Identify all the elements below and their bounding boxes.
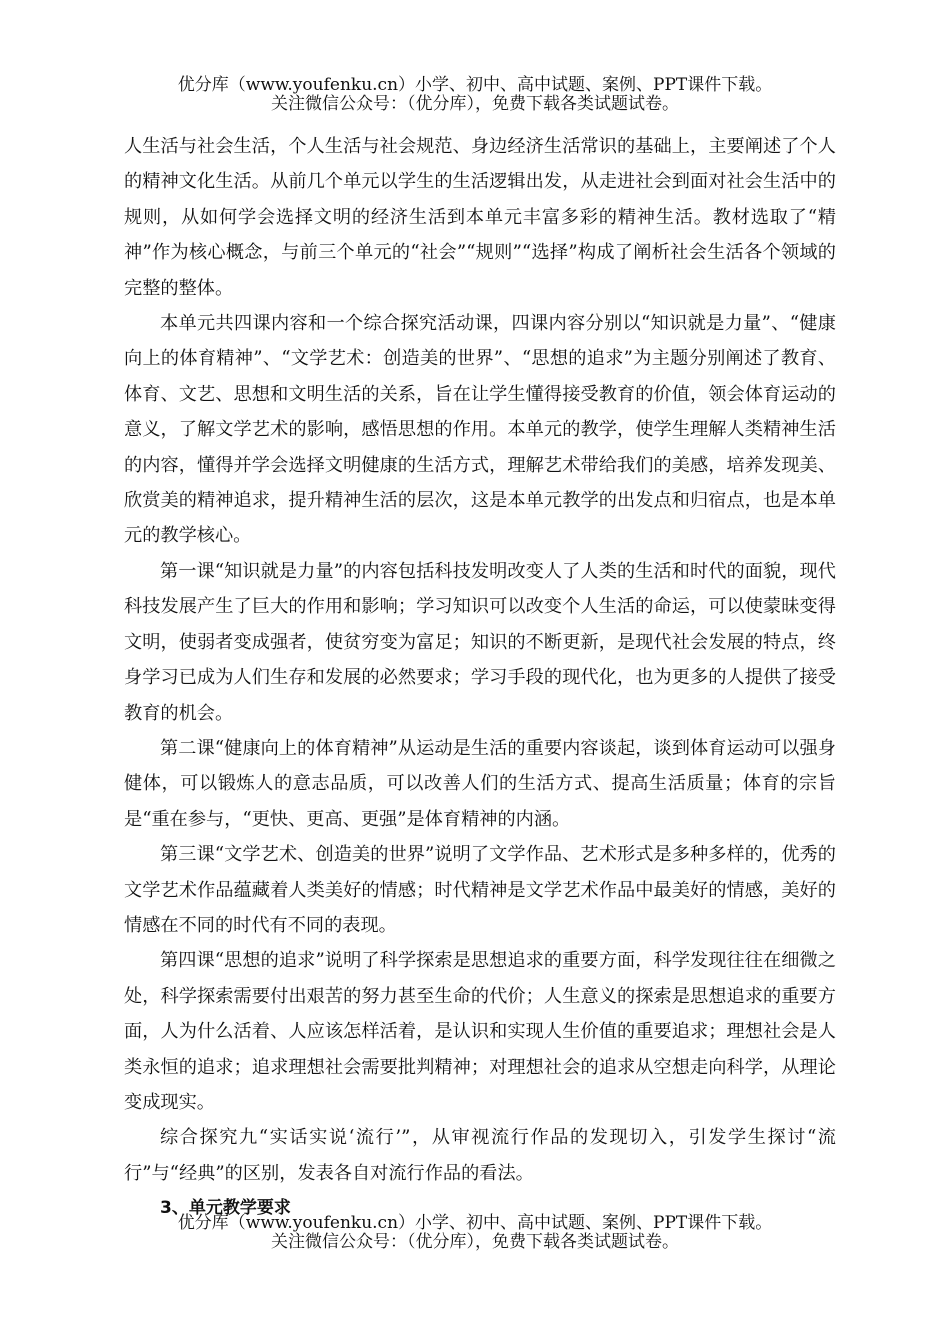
footer-line-2: 关注微信公众号：（优分库），免费下载各类试题试卷。	[271, 1232, 679, 1252]
footer-line-1: 优分库（www.youfenku.cn）小学、初中、高中试题、案例、PPT课件下载。	[177, 1213, 773, 1233]
paragraph-lesson-3: 第三课“文学艺术、创造美的世界”说明了文学作品、艺术形式是多种多样的，优秀的文学艺术作品蕴藏着人类美好的情感；时代精神是文学艺术作品中最美好的情感，美好的情感在不同的时代有不同的表现。	[124, 844, 836, 936]
paragraph-lesson-1: 第一课“知识就是力量”的内容包括科技发明改变人了人类的生活和时代的面貌，现代科技发展产生了巨大的作用和影响；学习知识可以改变个人生活的命运，可以使蒙昧变得文明，使弱者变成强者，使贫穷变为富足；知识的不断更新，是现代社会发展的特点，终身学习已成为人们生存和发展的必然要求；学习手段的现代化，也为更多的人提供了接受教育的机会。	[124, 560, 836, 724]
header-line-1: 优分库（www.youfenku.cn）小学、初中、高中试题、案例、PPT课件下载。	[177, 75, 773, 95]
paragraph-unit-overview: 本单元共四课内容和一个综合探究活动课，四课内容分别以“知识就是力量”、“健康向上的体育精神”、“文学艺术：创造美的世界”、“思想的追求”为主题分别阐述了教育、体育、文艺、思想和文明生活的关系，旨在让学生懂得接受教育的价值，领会体育运动的意义，了解文学艺术的影响，感悟思想的作用。本单元的教学，使学生理解人类精神生活的内容，懂得并学会选择文明健康的生活方式，理解艺术带给我们的美感，培养发现美、欣赏美的精神追求，提升精神生活的层次，这是本单元教学的出发点和归宿点，也是本单元的教学核心。	[124, 313, 836, 547]
header-line-2: 关注微信公众号：（优分库），免费下载各类试题试卷。	[271, 94, 679, 114]
page-footer	[0, 1214, 950, 1252]
document-body	[124, 129, 836, 1227]
section-heading: 3、单元教学要求	[160, 1198, 291, 1219]
paragraph-inquiry: 综合探究九“实话实说‘流行’”，从审视流行作品的发现切入，引发学生探讨“流行”与“经典”的区别，发表各自对流行作品的看法。	[124, 1127, 836, 1184]
page-header	[0, 76, 950, 114]
paragraph-lesson-2: 第二课“健康向上的体育精神”从运动是生活的重要内容谈起，谈到体育运动可以强身健体，可以锻炼人的意志品质，可以改善人们的生活方式、提高生活质量；体育的宗旨是“重在参与，“更快、更高、更强”是体育精神的内涵。	[124, 737, 836, 830]
paragraph-lesson-4: 第四课“思想的追求”说明了科学探索是思想追求的重要方面，科学发现往往在细微之处，科学探索需要付出艰苦的努力甚至生命的代价；人生意义的探索是思想追求的重要方面，人为什么活着、人应该怎样活着，是认识和实现人生价值的重要追求；理想社会是人类永恒的追求；追求理想社会需要批判精神；对理想社会的追求从空想走向科学，从理论变成现实。	[124, 950, 836, 1113]
paragraph-continuation: 人生活与社会生活，个人生活与社会规范、身边经济生活常识的基础上，主要阐述了个人的精神文化生活。从前几个单元以学生的生活逻辑出发，从走进社会到面对社会生活中的规则，从如何学会选择文明的经济生活到本单元丰富多彩的精神生活。教材选取了“精神”作为核心概念，与前三个单元的“社会”“规则”“选择”构成了阐析社会生活各个领域的完整的整体。	[124, 136, 836, 299]
